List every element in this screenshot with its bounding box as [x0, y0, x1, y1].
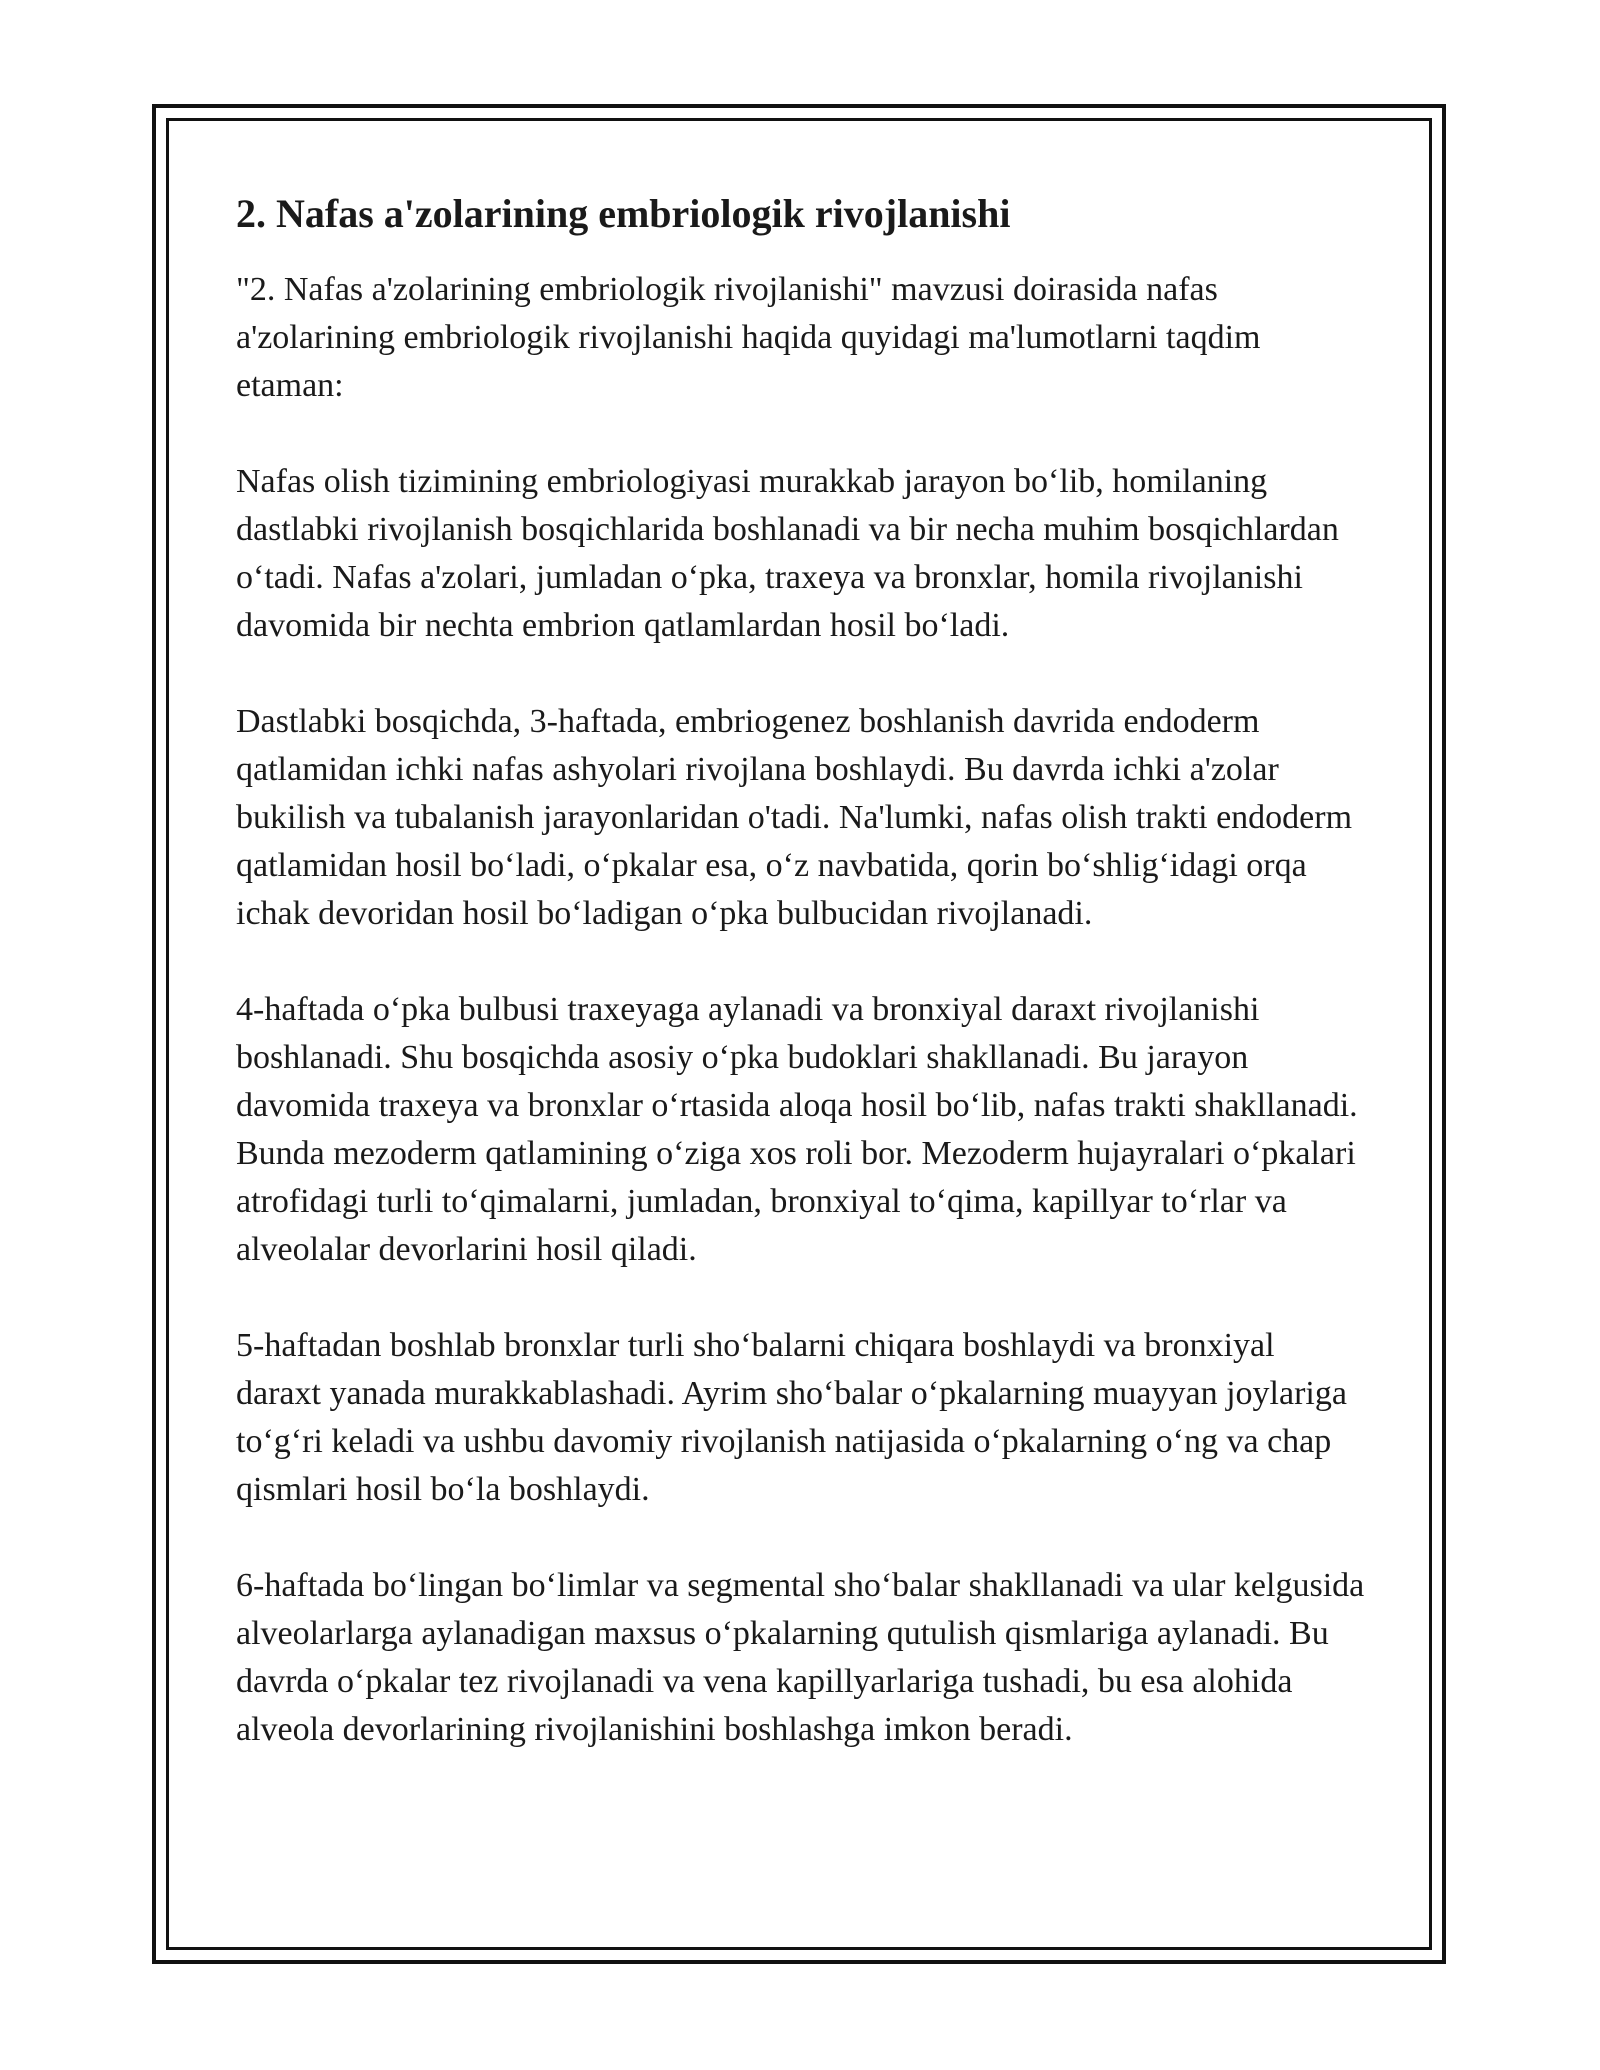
paragraph-overview: Nafas olish tizimining embriologiyasi murakkab jarayon boʻlib, homilaning dastlabki rivojlanish bosqichlarida boshlanadi va bir necha muhim bosqichlardan oʻtadi. Nafas a'zolari, jumladan oʻpka, traxeya va bronxlar, homila rivojlanishi davomida bir nechta embrion qatlamlardan hosil boʻladi.	[236, 463, 1339, 644]
paragraph-week-5: 5-haftadan boshlab bronxlar turli shoʻbalarni chiqara boshlaydi va bronxiyal daraxt yanada murakkablashadi. Ayrim shoʻbalar oʻpkalarning muayyan joylariga toʻgʻri keladi va ushbu davomiy rivojlanish natijasida oʻpkalarning oʻng va chap qismlari hosil boʻla boshlaydi.	[236, 1327, 1347, 1508]
paragraph-intro: "2. Nafas a'zolarining embriologik rivojlanishi" mavzusi doirasida nafas a'zolarining embriologik rivojlanishi haqida quyidagi ma'lumotlarni taqdim etaman:	[236, 271, 1261, 404]
section-heading: 2. Nafas a'zolarining embriologik rivojlanishi	[236, 191, 1011, 236]
paragraph-week-4: 4-haftada oʻpka bulbusi traxeyaga aylanadi va bronxiyal daraxt rivojlanishi boshlanadi. Shu bosqichda asosiy oʻpka budoklari shakllanadi. Bu jarayon davomida traxeya va bronxlar oʻrtasida aloqa hosil boʻlib, nafas trakti shakllanadi. Bunda mezoderm qatlamining oʻziga xos roli bor. Mezoderm hujayralari oʻpkalari atrofidagi turli toʻqimalarni, jumladan, bronxiyal toʻqima, kapillyar toʻrlar va alveolalar devorlarini hosil qiladi.	[236, 991, 1358, 1268]
paragraph-week-6: 6-haftada boʻlingan boʻlimlar va segmental shoʻbalar shakllanadi va ular kelgusida alveolarlarga aylanadigan maxsus oʻpkalarning qutulish qismlariga aylanadi. Bu davrda oʻpkalar tez rivojlanadi va vena kapillyarlariga tushadi, bu esa alohida alveola devorlarining rivojlanishini boshlashga imkon beradi.	[236, 1567, 1365, 1748]
paragraph-week-3: Dastlabki bosqichda, 3-haftada, embriogenez boshlanish davrida endoderm qatlamidan ichki nafas ashyolari rivojlana boshlaydi. Bu davrda ichki a'zolar bukilish va tubalanish jarayonlaridan o'tadi. Na'lumki, nafas olish trakti endoderm qatlamidan hosil boʻladi, oʻpkalar esa, oʻz navbatida, qorin boʻshligʻidagi orqa ichak devoridan hosil boʻladigan oʻpka bulbucidan rivojlanadi.	[236, 703, 1353, 932]
document-body	[236, 186, 1366, 1802]
